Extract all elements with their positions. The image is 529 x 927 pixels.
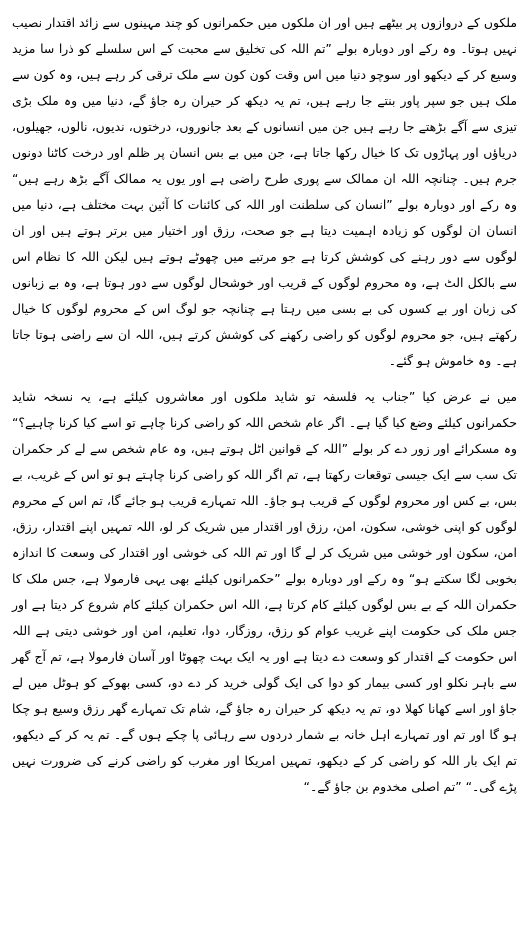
article-paragraph-2: میں نے عرض کیا ”جناب یہ فلسفہ تو شاید ملکوں اور معاشروں کیلئے ہے، یہ نسخہ شاید حکمرانوں کیلئے وضع کیا گیا ہے۔ اگر عام شخص اللہ کو راضی کرنا چاہے تو اسے کیا کرنا چاہیے؟“ وہ مسکرائے اور زور دے کر بولے ”اللہ کے قوانین اٹل ہوتے ہیں، وہ عام شخص سے لے کر حکمران تک سب سے ایک جیسی توقعات رکھتا ہے، تم اگر اللہ کو راضی کرنا چاہتے ہو تو اس کے غریب، بے بس، بے کس اور محروم لوگوں کے قریب ہو جاؤ۔ اللہ تمہارے قریب ہو جائے گا، تم اس کے محروم لوگوں کو اپنی خوشی، سکون، امن، رزق اور اقتدار میں شریک کر لو، اللہ تمہیں اپنے اقتدار، رزق، امن، سکون اور خوشی میں شریک کر لے گا اور تم اللہ کی خوشی اور اقتدار کی وسعت کا اندازہ بخوبی لگا سکتے ہو“ وہ رکے اور دوبارہ بولے ”حکمرانوں کیلئے بھی یہی فارمولا ہے، جس ملک کا حکمران اللہ کے بے بس لوگوں کیلئے کام کرتا ہے، اللہ اس حکمران کیلئے کام شروع کر دیتا ہے اور جس ملک کی حکومت اپنے غریب عوام کو رزق، روزگار، دوا، تعلیم، امن اور خوشی دیتی ہے اللہ اس حکومت کے اقتدار کو وسعت دے دیتا ہے اور یہ ایک بہت چھوٹا اور آسان فارمولا ہے، تم آج گھر سے باہر نکلو اور کسی بیمار کو دوا کی ایک گولی خرید کر دے دو، کسی بھوکے کو ہوٹل میں لے جاؤ اور اسے کھانا کھلا دو، تم یہ دیکھ کر حیران رہ جاؤ گے، شام تک تمہارے گھر رزق وسیع ہو چکا ہو گا اور تم اور تمہارے اہل خانہ بے شمار دردوں سے رہائی پا چکے ہوں گے۔ تم یہ کر کے دیکھو، تم ایک بار اللہ کو راضی کر کے دیکھو، تمہیں امریکا اور مغرب کو راضی کرنے کی ضرورت نہیں پڑے گی۔“ ”تم اصلی مخدوم بن جاؤ گے۔“ — [12, 389, 517, 794]
article-paragraph-1: ملکوں کے دروازوں پر بیٹھے ہیں اور ان ملکوں میں حکمرانوں کو چند مہینوں سے زائد اقتدار نصیب نہیں ہوتا۔ وہ رکے اور دوبارہ بولے ”تم اللہ کی تخلیق سے محبت کے اس سلسلے کو ذرا سا مزید وسیع کر کے دیکھو اور سوچو دنیا میں اس وقت کون کون سے ملک ترقی کر رہے ہیں، وہ کون سے ملک ہیں جو سپر پاور بنتے جا رہے ہیں، تم یہ دیکھ کر حیران رہ جاؤ گے، دنیا میں وہ ملک بڑی تیزی سے آگے بڑھتے جا رہے ہیں جن میں انسانوں کے بعد جانوروں، درختوں، ندیوں، نالوں، جھیلوں، دریاؤں اور پہاڑوں تک کا خیال رکھا جاتا ہے، جن میں بے بس انسان پر ظلم اور درخت کاٹنا دونوں جرم ہیں۔ چنانچہ اللہ ان ممالک سے پوری طرح راضی ہے اور یوں یہ ممالک آگے بڑھ رہے ہیں“ وہ رکے اور دوبارہ بولے ”انسان کی سلطنت اور اللہ کی کائنات کا آئین بہت مختلف ہے، دنیا میں انسان ان لوگوں کو زیادہ اہمیت دیتا ہے جو صحت، رزق اور اختیار میں برتر ہوتے ہیں اور ان لوگوں سے دور رہنے کی کوشش کرتا ہے جو مرتبے میں چھوٹے ہوتے ہیں لیکن اللہ کا نظام اس سے بالکل الٹ ہے، وہ محروم لوگوں کے قریب اور خوشحال لوگوں سے دور ہوتا ہے، وہ بے زبانوں کی زبان اور بے کسوں کی بے بسی میں رہتا ہے چنانچہ جو لوگ اس کے محروم لوگوں کا خیال رکھتے ہیں، جو محروم لوگوں کو راضی رکھنے کی کوشش کرتے ہیں، اللہ ان سے راضی ہوتا جاتا ہے۔ وہ خاموش ہو گئے۔ — [12, 15, 517, 368]
